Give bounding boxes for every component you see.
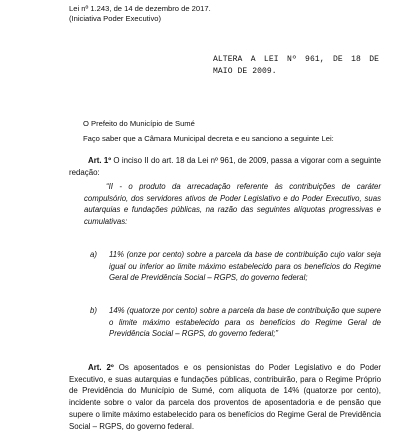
article-2-text: Os aposentados e os pensionistas do Poder Legislativo e do Poder Executivo, e suas autarquias e fundações públicas, contribuirão, para o Regime Próprio de Previdência do Município de Sumé, com alíquota de 14% (quatorze por cento), incidente sobre o valor da parcela dos proventos de aposentadoria e de pensão que supere o limite máximo estabelecido para os benefícios do Regime Geral de Previdência Social – RGPS, do governo federal.: [69, 363, 381, 431]
enactment-clause: Faço saber que a Câmara Municipal decreta e eu sanciono a seguinte Lei:: [83, 134, 334, 143]
law-summary: ALTERA A LEI Nº 961, DE 18 DE MAIO DE 2009.: [213, 55, 379, 76]
alinea-a: [90, 249, 381, 284]
article-1-text: O inciso II do art. 18 da Lei nº 961, de 2009, passa a vigorar com a seguinte redação:: [69, 156, 381, 177]
law-initiative: (Iniciativa Poder Executivo): [69, 13, 162, 23]
article-1: [69, 155, 381, 178]
alinea-a-text: 11% (onze por cento) sobre a parcela da base de contribuição cujo valor seja igual ou inferior ao limite máximo estabelecido para os benefícios do Regime Geral de Previdência Social – RGPS, do governo federal;: [109, 250, 381, 282]
alinea-b: [90, 305, 381, 340]
article-1-inciso: [84, 181, 381, 227]
mayor-line: O Prefeito do Município de Sumé: [83, 119, 195, 128]
alinea-b-label: b): [90, 306, 97, 315]
alinea-b-text: 14% (quatorze por cento) sobre a parcela da base de contribuição que supere o limite máximo estabelecido para os benefícios do Regime Geral de Previdência Social – RGPS, do governo federal;”: [109, 306, 381, 338]
inciso-text: “II - o produto da arrecadação referente às contribuições de caráter compulsório, dos servidores ativos de Poder Legislativo e do Poder Executivo, suas autarquias e fundações públicas, na razão das seguintes alíquotas progressivas e cumulativas:: [84, 182, 381, 226]
law-number: Lei nº 1.243, de 14 de dezembro de 2017.: [69, 4, 211, 13]
article-2: [69, 362, 381, 432]
article-2-label: Art. 2º: [88, 363, 114, 372]
article-1-label: Art. 1º: [88, 156, 112, 165]
alinea-a-label: a): [90, 250, 97, 259]
